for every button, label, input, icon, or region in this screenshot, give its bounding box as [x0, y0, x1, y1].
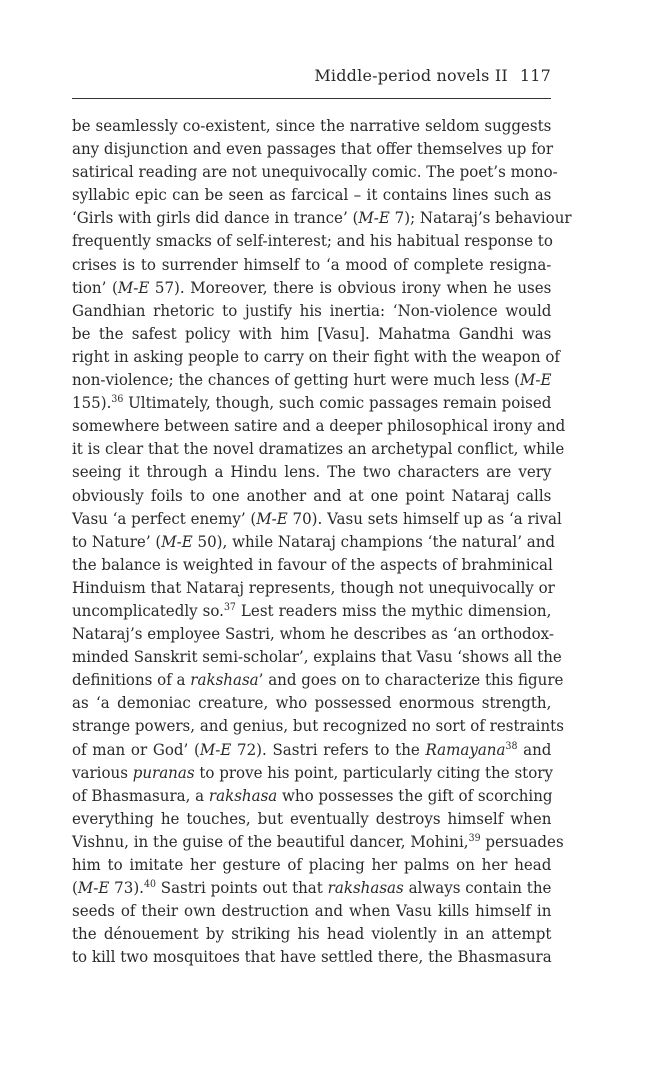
text-line: [72, 437, 565, 460]
text-run: always contain the: [403, 878, 552, 898]
text-run: Lest readers miss the mythic dimension,: [235, 600, 552, 620]
text-run: crises is to surrender himself to ‘a mood of complete resigna-: [72, 254, 552, 274]
running-header: [72, 66, 551, 85]
text-line: [72, 160, 558, 183]
footnote-marker: 38: [505, 740, 518, 752]
text-line: [72, 622, 554, 645]
text-run: who possesses the gift of scorching: [277, 785, 553, 805]
text-line: [72, 876, 551, 899]
text-line: [72, 714, 564, 737]
text-run: 70). Vasu sets himself up as ‘a rival: [287, 508, 562, 528]
text-run: seeing it through a Hindu lens. The two characters are very: [72, 462, 552, 482]
text-line: [72, 599, 551, 622]
text-line: [72, 761, 551, 784]
text-run: persuades: [480, 831, 564, 851]
text-line: [72, 368, 551, 391]
footnote-marker: 39: [468, 832, 481, 844]
text-run: right in asking people to carry on their fight with the weapon of: [72, 346, 560, 366]
text-run: the balance is weighted in favour of the aspects of brahminical: [72, 554, 553, 574]
running-title: Middle-period novels II: [314, 66, 508, 85]
text-line: [72, 922, 551, 945]
text-line: [72, 299, 551, 322]
text-run: 155).: [72, 393, 112, 413]
text-run: definitions of a: [72, 670, 191, 690]
text-line: [72, 553, 551, 576]
italic-run: rakshasa: [190, 670, 259, 690]
text-line: [72, 853, 551, 876]
body-text: [72, 114, 572, 968]
text-run: ‘Girls with girls did dance in trance’ (: [72, 208, 359, 228]
text-line: [72, 484, 551, 507]
text-run: 72). Sastri refers to the: [231, 739, 426, 759]
text-run: strange powers, and genius, but recognized no sort of restraints: [72, 716, 564, 736]
footnote-marker: 36: [111, 394, 124, 406]
text-run: be the safest policy with him [Vasu]. Mahatma Gandhi was: [72, 323, 552, 343]
text-run: obviously foils to one another and at one point Nataraj calls: [72, 485, 552, 505]
italic-run: Ramayana: [425, 739, 506, 759]
text-line: [72, 183, 551, 206]
text-run: 73).: [109, 878, 144, 898]
text-run: everything he touches, but eventually destroys himself when: [72, 808, 552, 828]
text-run: Vasu ‘a perfect enemy’ (: [72, 508, 257, 528]
text-run: Nataraj’s employee Sastri, whom he describes as ‘an orthodox-: [72, 624, 554, 644]
text-run: ’ and goes on to characterize this figure: [258, 670, 564, 690]
text-line: [72, 114, 551, 137]
text-run: seeds of their own destruction and when Vasu kills himself in: [72, 901, 552, 921]
text-run: uncomplicatedly so.: [72, 600, 224, 620]
text-run: and: [517, 739, 552, 759]
text-run: the dénouement by striking his head violently in an attempt: [72, 924, 552, 944]
text-run: to kill two mosquitoes that have settled there, the Bhasmasura: [72, 947, 552, 967]
text-run: tion’ (: [72, 277, 118, 297]
text-line: [72, 414, 566, 437]
text-run: minded Sanskrit semi-scholar’, explains that Vasu ‘shows all the: [72, 647, 562, 667]
text-run: Gandhian rhetoric to justify his inertia: ‘Non-violence would: [72, 300, 552, 320]
text-run: non-violence; the chances of getting hurt were much less (: [72, 370, 521, 390]
text-line: [72, 322, 551, 345]
text-line: [72, 945, 551, 968]
text-line: [72, 507, 562, 530]
text-run: of Bhasmasura, a: [72, 785, 209, 805]
footnote-marker: 37: [223, 601, 236, 613]
text-line: [72, 229, 551, 252]
italic-run: M-E: [199, 739, 232, 759]
italic-run: M-E: [161, 531, 193, 551]
text-run: Hinduism that Nataraj represents, though not unequivocally or: [72, 577, 555, 597]
text-run: satirical reading are not unequivocally comic. The poet’s mono-: [72, 162, 558, 182]
italic-run: rakshasas: [327, 878, 404, 898]
text-run: to prove his point, particularly citing the story: [194, 762, 553, 782]
italic-run: M-E: [256, 508, 288, 528]
text-line: [72, 738, 551, 761]
text-run: 57). Moreover, there is obvious irony when he uses: [149, 277, 552, 297]
text-run: it is clear that the novel dramatizes an archetypal conflict, while: [72, 439, 565, 459]
text-line: [72, 784, 551, 807]
text-line: [72, 253, 551, 276]
text-run: 7); Nataraj’s behaviour: [389, 208, 572, 228]
text-run: frequently smacks of self-interest; and his habitual response to: [72, 231, 553, 251]
text-line: [72, 276, 551, 299]
text-line: [72, 460, 551, 483]
italic-run: puranas: [132, 762, 195, 782]
text-line: [72, 137, 554, 160]
text-line: [72, 830, 564, 853]
text-run: of man or God’ (: [72, 739, 200, 759]
page-number: 117: [519, 66, 551, 85]
text-line: [72, 899, 551, 922]
text-run: to Nature’ (: [72, 531, 162, 551]
text-run: various: [72, 762, 133, 782]
footnote-marker: 40: [143, 879, 156, 891]
text-run: Vishnu, in the guise of the beautiful dancer, Mohini,: [72, 831, 469, 851]
text-line: [72, 345, 560, 368]
text-line: [72, 391, 551, 414]
text-line: [72, 576, 555, 599]
italic-run: M-E: [520, 370, 552, 390]
text-run: him to imitate her gesture of placing her palms on her head: [72, 855, 552, 874]
text-line: [72, 206, 572, 229]
text-line: [72, 807, 551, 830]
italic-run: M-E: [77, 878, 110, 898]
text-run: as ‘a demoniac creature, who possessed enormous strength,: [72, 693, 552, 713]
italic-run: rakshasa: [208, 785, 278, 805]
text-run: syllabic epic can be seen as farcical – it contains lines such as: [72, 185, 552, 205]
text-run: somewhere between satire and a deeper philosophical irony and: [72, 416, 566, 436]
text-run: (: [72, 878, 78, 898]
text-line: [72, 668, 564, 691]
italic-run: M-E: [358, 208, 390, 228]
italic-run: M-E: [117, 277, 150, 297]
text-line: [72, 645, 562, 668]
text-run: any disjunction and even passages that offer themselves up for: [72, 139, 554, 159]
text-line: [72, 530, 556, 553]
header-rule: [72, 98, 551, 99]
text-line: [72, 691, 551, 714]
text-run: Ultimately, though, such comic passages remain poised: [123, 393, 552, 413]
text-run: 50), while Nataraj champions ‘the natural’ and: [192, 531, 556, 551]
text-run: Sastri points out that: [155, 878, 328, 898]
text-run: be seamlessly co-existent, since the narrative seldom suggests: [72, 116, 552, 135]
